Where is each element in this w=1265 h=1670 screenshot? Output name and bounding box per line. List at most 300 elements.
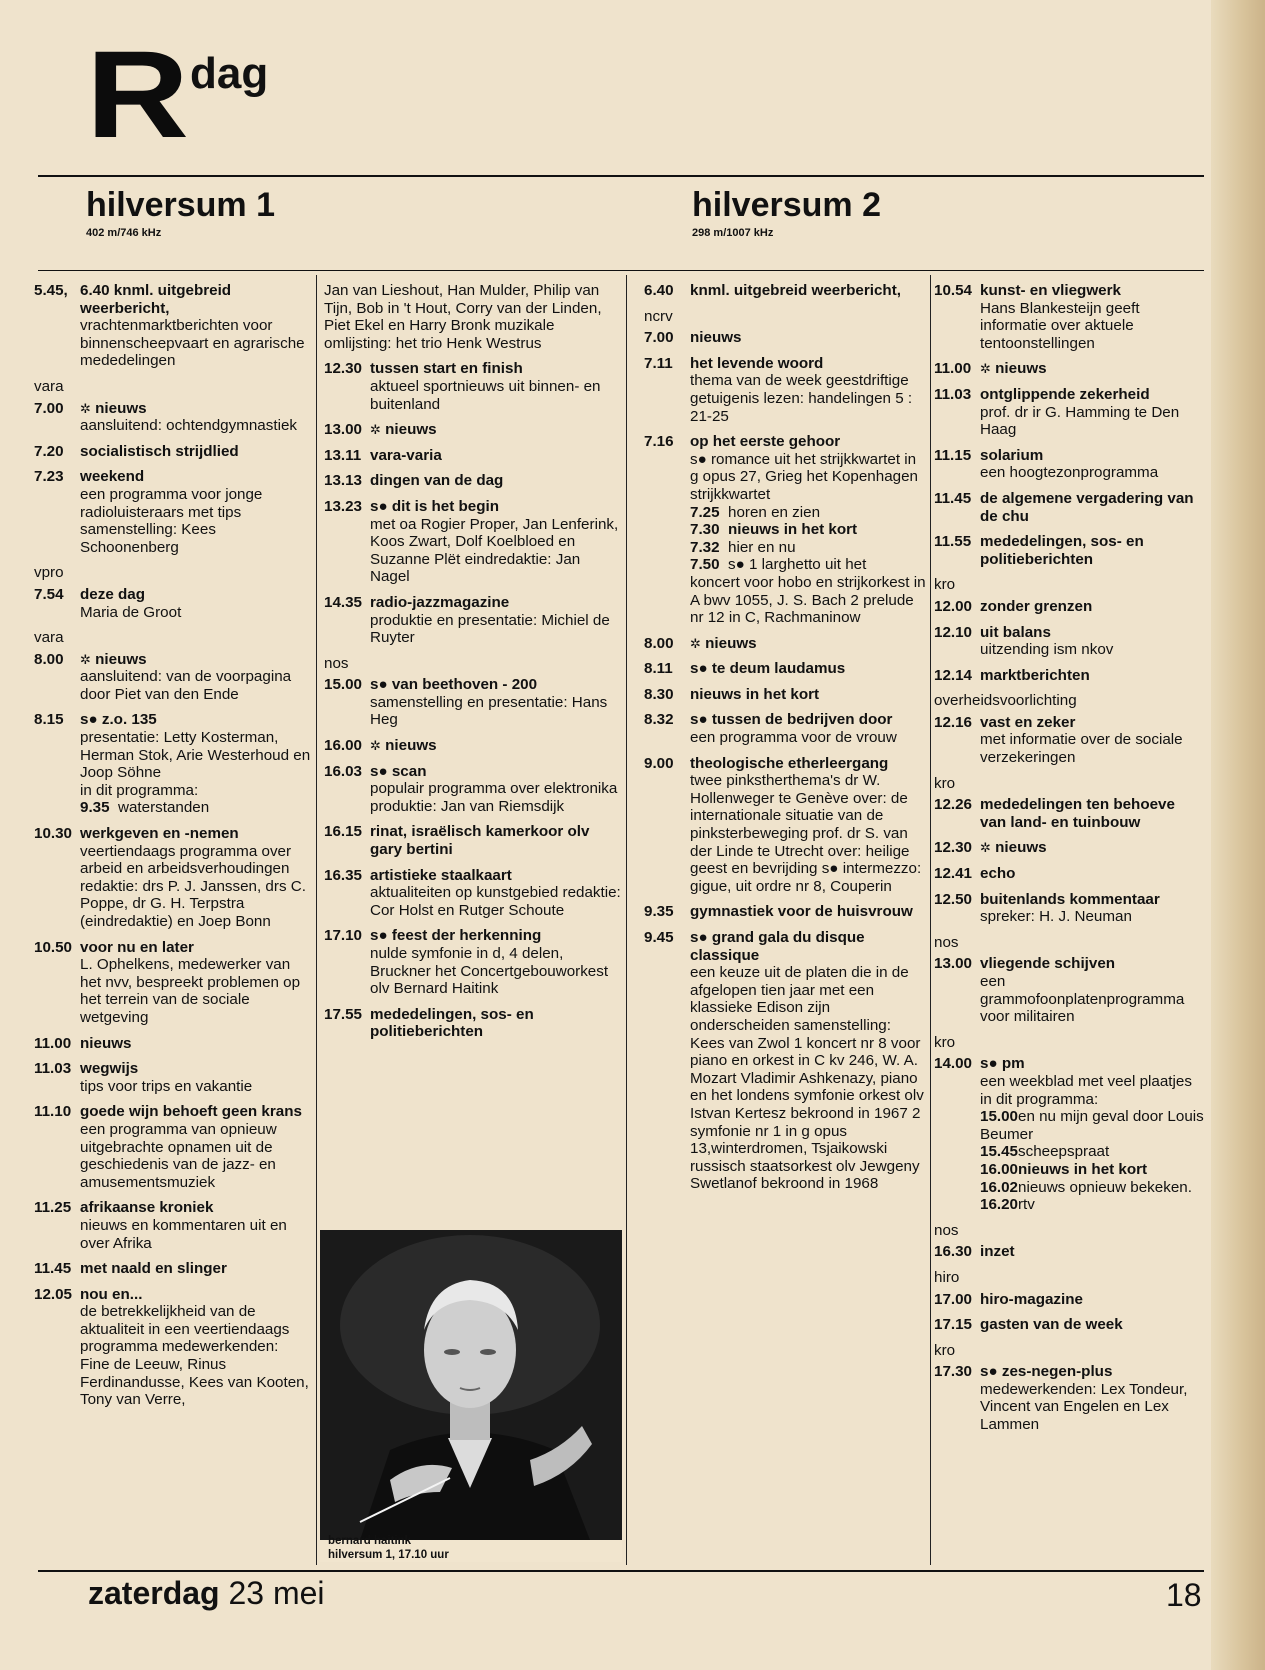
header-rule	[38, 270, 1204, 271]
program-heading	[370, 594, 622, 612]
program-entry	[324, 472, 622, 490]
program-time: 10.30	[34, 825, 73, 843]
program-body	[80, 443, 312, 461]
program-title: vliegende schijven	[980, 955, 1116, 973]
program-body	[980, 667, 1204, 685]
sub-program-title: hier en nu	[728, 538, 796, 556]
program-entry	[34, 939, 312, 1027]
program-time: 17.00	[934, 1290, 973, 1308]
program-time: 12.05	[34, 1285, 73, 1303]
program-body	[980, 490, 1204, 525]
program-heading	[980, 955, 1204, 973]
program-title: artistieke staalkaart	[370, 866, 512, 884]
program-title: solarium	[980, 446, 1044, 464]
program-time: 16.30	[934, 1243, 973, 1261]
program-entry	[34, 400, 312, 435]
sub-program-title: waterstanden	[118, 799, 210, 817]
news-star-icon: ✲	[370, 738, 381, 754]
program-entry	[934, 447, 1204, 482]
program-entry	[934, 1055, 1204, 1213]
program-heading	[690, 929, 926, 964]
column-divider	[316, 275, 317, 1565]
program-title: het levende woord	[690, 354, 824, 372]
program-time: 11.45	[934, 489, 972, 507]
program-entry	[934, 386, 1204, 439]
program-entry	[324, 447, 622, 465]
program-time: 10.50	[34, 938, 73, 956]
program-time: 16.15	[324, 823, 363, 841]
program-title: de algemene vergadering van de chu	[980, 489, 1194, 525]
program-time: 8.32	[644, 711, 674, 729]
network-label: hiro	[934, 1268, 960, 1286]
program-entry	[34, 586, 312, 621]
program-description: koncert voor hobo en strijkorkest in A bwv 1055, J. S. Bach 2 prelude nr 12 in C, Rachmaninow	[690, 573, 926, 627]
program-heading	[980, 1243, 1204, 1261]
program-title: marktberichten	[980, 666, 1090, 684]
station-title-hilversum-1: hilversum 1	[86, 186, 275, 224]
program-heading	[980, 865, 1204, 883]
program-heading	[80, 1286, 312, 1304]
program-entry	[934, 955, 1204, 1025]
program-body	[980, 1055, 1204, 1213]
program-description: een hoogtezonprogramma	[980, 464, 1159, 482]
station-frequency-hilversum-1: 402 m/746 kHz	[86, 227, 162, 239]
network-label: overheidsvoorlichting	[934, 692, 1077, 710]
program-title: radio-jazzmagazine	[370, 593, 510, 611]
program-entry	[324, 763, 622, 816]
program-entry	[934, 490, 1204, 525]
program-heading	[370, 763, 622, 781]
sub-program-title: en nu mijn geval door Louis Beumer	[980, 1108, 1204, 1143]
program-body	[980, 1291, 1204, 1309]
program-body	[690, 660, 926, 678]
program-heading	[690, 686, 926, 704]
program-entry	[324, 676, 622, 729]
program-entry	[934, 282, 1204, 352]
program-description: aktualiteiten op kunstgebied redaktie: Cor Holst en Rutger Schoute	[370, 884, 621, 919]
program-body	[980, 796, 1204, 831]
program-description: nulde symfonie in d, 4 delen, Bruckner het Concertgebouworkest olv Bernard Haitink	[370, 945, 609, 998]
program-entry	[934, 1316, 1204, 1334]
program-body	[980, 1316, 1204, 1334]
program-title: deze dag	[80, 585, 145, 603]
program-entry	[324, 927, 622, 997]
news-star-icon: ✲	[370, 422, 381, 438]
network-label: kro	[934, 1033, 956, 1051]
program-description: een programma voor de vrouw	[690, 729, 897, 747]
program-time: 5.45,	[34, 282, 68, 299]
program-description: twee pinkstherthema's dr W. Hollenweger te Genève over: de internationale situatie van de pinksterbeweging prof. dr S. van der Linde te Utrecht over: heilige geest en bevrijding s● intermezzo: gigue, uit ordre nr 8, Couperin	[690, 772, 922, 895]
program-entry	[934, 533, 1204, 568]
program-body	[690, 755, 926, 896]
sub-program-time: 7.30	[690, 521, 720, 539]
sub-program-time: 7.50	[690, 556, 720, 574]
program-title: mededelingen, sos- en politieberichten	[370, 1005, 534, 1041]
conductor-photo	[320, 1230, 622, 1540]
program-title: socialistisch strijdlied	[80, 442, 239, 460]
program-entry	[324, 360, 622, 413]
program-entry	[934, 360, 1204, 378]
network-label: kro	[934, 1341, 956, 1359]
program-entry	[324, 421, 622, 439]
news-star-icon: ✲	[980, 361, 991, 377]
program-heading	[980, 360, 1204, 378]
sub-program	[980, 1143, 1204, 1161]
program-time: 8.30	[644, 685, 674, 703]
program-body	[80, 400, 312, 435]
program-body	[80, 939, 312, 1027]
program-entry	[644, 929, 926, 1193]
column-divider	[626, 275, 627, 1565]
program-body	[370, 867, 622, 920]
program-body	[370, 927, 622, 997]
program-title: hiro-magazine	[980, 1290, 1083, 1308]
program-time: 13.11	[324, 446, 362, 464]
stereo-icon: s●	[370, 676, 388, 694]
program-description: thema van de week geestdriftige getuigenis lezen: handelingen 5 : 21-25	[690, 372, 913, 425]
program-entry	[934, 839, 1204, 857]
program-body	[80, 468, 312, 556]
program-heading	[370, 360, 622, 378]
sub-program-title: nieuws opnieuw bekeken.	[1018, 1178, 1192, 1196]
program-body	[980, 839, 1204, 857]
program-heading	[80, 1260, 312, 1278]
program-heading	[980, 1055, 1204, 1073]
program-time: 11.03	[934, 385, 972, 403]
program-body	[980, 1243, 1204, 1261]
program-entry	[34, 1035, 312, 1053]
program-time: 7.20	[34, 442, 64, 460]
program-time: 11.55	[934, 533, 972, 551]
program-time: 11.10	[34, 1103, 72, 1121]
program-heading	[980, 1291, 1204, 1309]
sub-program-title: nieuws in het kort	[728, 521, 858, 539]
program-heading	[980, 1316, 1204, 1334]
program-title: echo	[980, 865, 1016, 883]
program-heading	[980, 490, 1204, 525]
stereo-icon: s●	[370, 762, 388, 780]
program-body	[980, 624, 1204, 659]
program-time: 7.11	[644, 354, 673, 372]
program-body	[370, 676, 622, 729]
program-heading	[80, 1035, 312, 1053]
program-heading	[690, 903, 926, 921]
program-description: L. Ophelkens, medewerker van het nvv, bespreekt problemen op het terrein van de sociale wetgeving	[80, 956, 301, 1026]
program-title: theologische etherleergang	[690, 754, 889, 772]
program-heading	[980, 891, 1204, 909]
program-heading	[980, 667, 1204, 685]
program-heading	[980, 447, 1204, 465]
program-time: 13.13	[324, 472, 363, 490]
sub-program	[980, 1196, 1204, 1214]
program-description: produktie en presentatie: Michiel de Ruyter	[370, 611, 610, 647]
program-description: aktueel sportnieuws uit binnen- en buitenland	[370, 377, 601, 413]
program-entry	[34, 1199, 312, 1252]
program-description: een keuze uit de platen die in de afgelopen tien jaar met een klassieke Edison zijn onderscheiden samenstelling: Kees van Zwol 1 koncert nr 8 voor piano en orkest in C kv 246, W. A. Mozart Vladimir Ashkenazy, piano en het londens symfonie orkest olv Istvan Kertesz bekroond in 1967 2 symfonie nr 1 in g opus 13,winterdromen, Tsjaikowski russisch staatsorkest olv Jewgeny Swetlanof bekroond in 1968	[690, 964, 924, 1193]
program-description: uitzending ism nkov	[980, 641, 1114, 659]
program-heading	[980, 624, 1204, 642]
program-time: 12.26	[934, 796, 973, 814]
program-heading	[370, 447, 622, 465]
program-description: Maria de Groot	[80, 603, 182, 621]
program-entry	[934, 1291, 1204, 1309]
program-description: s● romance uit het strijkkwartet in g opus 27, Grieg het Kopenhagen strijkkwartet	[690, 450, 918, 503]
program-title: nieuws	[705, 634, 757, 652]
program-time: 12.10	[934, 623, 973, 641]
station-title-hilversum-2: hilversum 2	[692, 186, 881, 224]
program-entry	[324, 867, 622, 920]
program-body	[980, 955, 1204, 1025]
program-description: nieuws en kommentaren uit en over Afrika	[80, 1216, 287, 1252]
program-description: met informatie over de sociale verzekeringen	[980, 731, 1183, 767]
program-entry	[34, 443, 312, 461]
program-description: een programma van opnieuw uitgebrachte opnamen uit de geschiedenis van de jazz- en amusementsmuziek	[80, 1120, 277, 1191]
program-title: vast en zeker	[980, 713, 1076, 731]
program-body	[690, 282, 926, 300]
program-body	[80, 1199, 312, 1252]
program-heading	[980, 1363, 1204, 1381]
network-label: kro	[934, 576, 956, 594]
program-description: veertiendaags programma over arbeid en arbeidsverhoudingen redaktie: drs P. J. Janssen, drs C. Poppe, dr G. H. Terpstra (eindredaktie) en Joep Bonn	[80, 842, 306, 930]
bottom-rule	[38, 1570, 1204, 1572]
program-description: de betrekkelijkheid van de aktualiteit in een veertiendaags programma medewerkenden: Fine de Leeuw, Rinus Ferdinandusse, Kees van Kooten, Tony van Verre,	[80, 1303, 309, 1409]
program-title: pm	[1001, 1055, 1025, 1073]
program-description: Hans Blankesteijn geeft informatie over aktuele tentoonstellingen	[980, 299, 1140, 352]
sub-program-time: 15.00	[980, 1108, 1019, 1126]
program-heading	[370, 472, 622, 490]
program-description: een grammofoonplatenprogramma voor militairen	[980, 973, 1185, 1026]
column-divider	[930, 275, 931, 1565]
network-label: nos	[934, 933, 959, 951]
program-entry	[324, 823, 622, 858]
program-title: nou en...	[80, 1285, 143, 1303]
sub-program-time: 16.00	[980, 1160, 1019, 1178]
program-time: 17.10	[324, 927, 363, 945]
program-title: ontglippende zekerheid	[980, 385, 1150, 403]
hilversum-1-column-b	[324, 282, 622, 1049]
program-title: op het eerste gehoor	[690, 433, 841, 451]
program-heading	[80, 282, 312, 317]
program-heading	[80, 711, 312, 729]
program-title: afrikaanse kroniek	[80, 1199, 214, 1217]
program-title: nieuws	[690, 329, 742, 347]
program-entry	[324, 594, 622, 647]
program-heading	[980, 796, 1204, 831]
program-body	[690, 635, 926, 653]
stereo-icon: s●	[690, 660, 708, 678]
footer-weekday: zaterdag	[88, 1575, 220, 1611]
program-title: kunst- en vliegwerk	[980, 282, 1121, 299]
sub-program-title: s● 1 larghetto uit het	[728, 556, 867, 574]
sub-program-time: 16.20	[980, 1196, 1019, 1214]
sub-program	[690, 521, 926, 539]
program-time: 11.03	[34, 1060, 72, 1078]
program-note: in dit programma:	[980, 1090, 1099, 1108]
program-heading	[80, 825, 312, 843]
program-body	[690, 329, 926, 347]
program-time: 8.00	[34, 650, 64, 668]
news-star-icon: ✲	[80, 400, 91, 416]
news-star-icon: ✲	[980, 840, 991, 856]
network-label: vara	[34, 377, 64, 395]
program-description: tips voor trips en vakantie	[80, 1077, 253, 1095]
program-title: tussen de bedrijven door	[711, 711, 893, 729]
program-time: 12.41	[934, 865, 973, 883]
program-entry	[34, 282, 312, 370]
program-time: 8.15	[34, 711, 64, 729]
program-body	[690, 903, 926, 921]
program-body	[80, 1035, 312, 1053]
program-title: nieuws	[95, 399, 147, 417]
program-description: met oa Rogier Proper, Jan Lenferink, Koos Zwart, Dolf Koelbloed en Suzanne Plët eindredaktie: Jan Nagel	[370, 515, 619, 586]
program-heading	[80, 468, 312, 486]
program-body	[690, 686, 926, 704]
program-heading	[370, 676, 622, 694]
program-body	[690, 355, 926, 425]
program-entry	[934, 624, 1204, 659]
program-body	[980, 1363, 1204, 1433]
program-time: 11.25	[34, 1199, 72, 1217]
program-body	[80, 282, 312, 370]
program-body	[80, 825, 312, 931]
program-entry	[934, 1243, 1204, 1261]
program-entry	[34, 1260, 312, 1278]
program-heading	[80, 1199, 312, 1217]
program-title: dit is het begin	[391, 497, 500, 515]
program-time: 11.45	[34, 1260, 72, 1278]
sub-program	[980, 1179, 1204, 1197]
program-entry	[34, 468, 312, 556]
program-body	[370, 1006, 622, 1041]
program-body	[370, 472, 622, 490]
program-entry	[34, 1286, 312, 1409]
program-body	[980, 282, 1204, 352]
network-label: ncrv	[644, 307, 673, 325]
program-time: 16.35	[324, 866, 363, 884]
program-time: 11.00	[934, 360, 972, 378]
program-body	[370, 421, 622, 439]
news-star-icon: ✲	[80, 651, 91, 667]
program-heading	[690, 660, 926, 678]
network-label: vara	[34, 629, 64, 647]
program-time: 12.30	[324, 360, 363, 378]
program-body	[370, 498, 622, 586]
program-title: nieuws	[80, 1034, 132, 1052]
program-body	[690, 711, 926, 746]
program-time: 8.00	[644, 634, 674, 652]
program-time: 17.15	[934, 1316, 973, 1334]
program-time: 11.15	[934, 446, 972, 464]
program-heading	[690, 711, 926, 729]
program-entry	[644, 660, 926, 678]
continued-text: Jan van Lieshout, Han Mulder, Philip van Tijn, Bob in 't Hout, Corry van der Linden, Piet Ekel en Harry Bronk muzikale omlijsting: het trio Henk Westrus	[324, 282, 602, 352]
program-body	[80, 651, 312, 704]
program-time: 13.00	[934, 955, 973, 973]
sub-program-time: 9.35	[80, 799, 110, 817]
program-time: 7.16	[644, 433, 674, 451]
stereo-icon: s●	[80, 711, 98, 729]
program-heading	[980, 839, 1204, 857]
program-body	[370, 360, 622, 413]
program-time: 9.00	[644, 754, 674, 772]
program-heading	[370, 421, 622, 439]
page-number: 18	[1166, 1577, 1202, 1613]
hilversum-2-column-a	[644, 282, 926, 1201]
program-title: nieuws	[385, 737, 437, 755]
program-description: prof. dr ir G. Hamming te Den Haag	[980, 403, 1180, 439]
program-body	[980, 714, 1204, 767]
program-body	[980, 360, 1204, 378]
program-entry	[324, 498, 622, 586]
program-heading	[690, 433, 926, 451]
program-body	[370, 823, 622, 858]
sub-program	[690, 556, 926, 574]
sub-program-title: nieuws in het kort	[1018, 1160, 1148, 1178]
program-title: zes-negen-plus	[1001, 1363, 1113, 1381]
program-time: 9.35	[644, 903, 674, 921]
program-heading	[690, 635, 926, 653]
program-entry	[644, 903, 926, 921]
program-title: nieuws	[385, 421, 437, 439]
program-title: mededelingen, sos- en politieberichten	[980, 533, 1144, 568]
program-heading	[690, 755, 926, 773]
program-entry	[34, 825, 312, 931]
program-entry	[644, 355, 926, 425]
program-time: 7.23	[34, 468, 64, 486]
program-body	[80, 1060, 312, 1095]
program-body	[80, 586, 312, 621]
program-heading	[370, 927, 622, 945]
program-title: met naald en slinger	[80, 1260, 227, 1278]
program-body	[80, 1260, 312, 1278]
program-title: nieuws	[95, 650, 147, 668]
program-heading	[690, 329, 926, 347]
program-time: 12.14	[934, 666, 973, 684]
program-time: 17.30	[934, 1363, 973, 1381]
program-body	[980, 386, 1204, 439]
sub-program-title: scheepspraat	[1018, 1143, 1110, 1161]
program-entry	[34, 1060, 312, 1095]
program-time: 16.00	[324, 737, 363, 755]
photo-caption-program: hilversum 1, 17.10 uur	[328, 1549, 449, 1561]
program-title: goede wijn behoeft geen krans	[80, 1103, 302, 1121]
program-heading	[80, 651, 312, 669]
sub-program	[980, 1108, 1204, 1143]
program-title: zonder grenzen	[980, 597, 1093, 615]
program-title: z.o. 135	[101, 711, 157, 729]
program-heading	[370, 1006, 622, 1041]
program-body	[690, 929, 926, 1193]
program-heading	[370, 737, 622, 755]
page-edge	[1211, 0, 1265, 1670]
program-time: 14.00	[934, 1055, 973, 1073]
program-entry	[934, 796, 1204, 831]
program-title: grand gala du disque classique	[690, 929, 865, 964]
program-title: tussen start en finish	[370, 360, 523, 378]
program-description: presentatie: Letty Kosterman, Herman Stok, Arie Westerhoud en Joop Söhne	[80, 729, 311, 782]
program-time: 16.03	[324, 762, 363, 780]
program-title: uit balans	[980, 623, 1051, 641]
program-title: knml. uitgebreid weerbericht,	[690, 282, 901, 299]
network-label: vpro	[34, 564, 64, 582]
photo-caption	[328, 1534, 449, 1562]
program-heading	[80, 1060, 312, 1078]
program-heading	[980, 282, 1204, 300]
station-frequency-hilversum-2: 298 m/1007 kHz	[692, 227, 774, 239]
program-time: 13.23	[324, 497, 363, 515]
program-body	[980, 891, 1204, 926]
program-title: van beethoven - 200	[391, 676, 538, 694]
